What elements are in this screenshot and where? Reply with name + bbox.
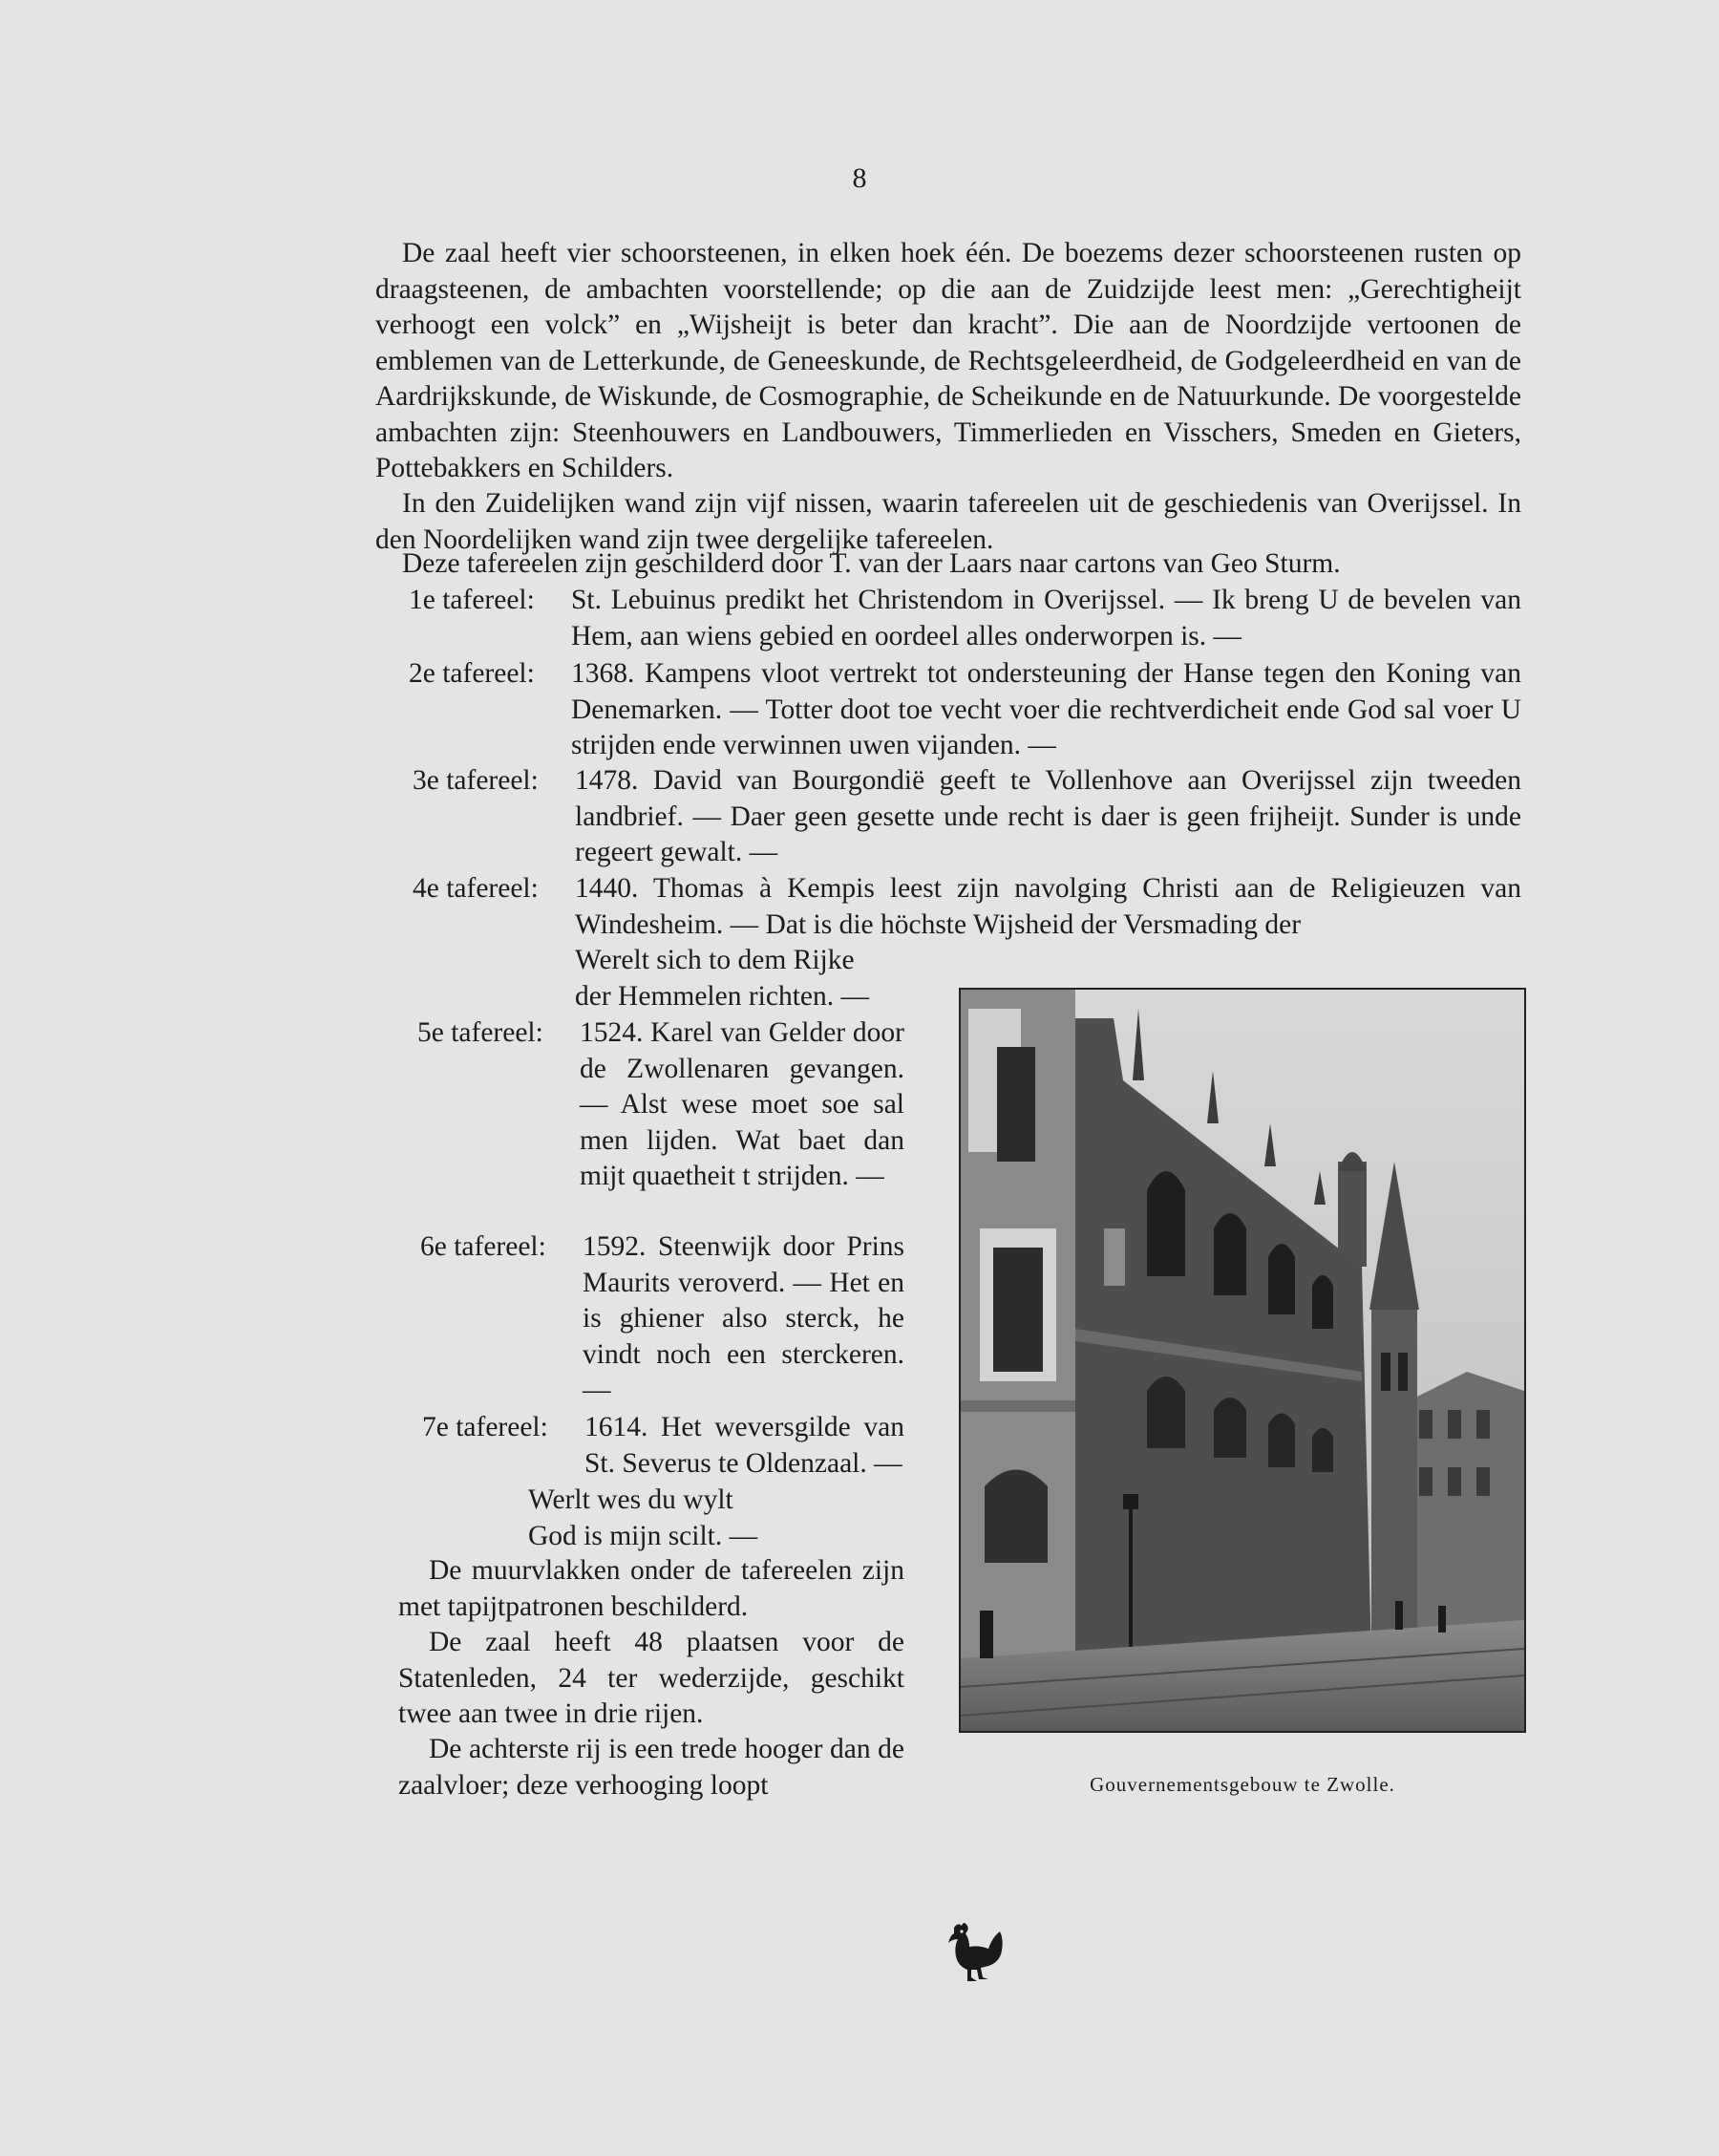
tafereel-label: 1e tafereel: bbox=[409, 585, 535, 615]
paragraph-walls: De muurvlakken onder de tafereelen zijn met tapijtpatronen beschilderd. bbox=[398, 1555, 904, 1622]
tafereel-label: 4e tafereel: bbox=[413, 873, 539, 904]
paragraph-back-row: De achterste rij is een trede hooger dan de zaalvloer; deze verhooging loopt bbox=[398, 1734, 904, 1801]
tafereel-text: St. Lebuinus predikt het Christendom in Overijssel. — Ik breng U de bevelen van Hem, aan wiens gebied en oordeel alles onderworpen is. — bbox=[571, 585, 1521, 651]
tafereel-text-line: der Hemmelen richten. — bbox=[575, 980, 869, 1012]
building-illustration bbox=[961, 990, 1524, 1731]
page-number: 8 bbox=[852, 162, 867, 194]
tafereel-label: 6e tafereel: bbox=[420, 1231, 546, 1262]
tafereel-text: 1478. David van Bourgondië geeft te Vollenhove aan Overijssel zijn tweeden landbrief. — Daer geen gesette unde recht is daer is geen frijheijt. Sunder is unde regeert gewalt. — bbox=[575, 765, 1521, 867]
motto bbox=[528, 1483, 904, 1554]
rooster-icon bbox=[941, 1918, 1008, 1985]
tafereel-text: 1524. Karel van Gelder door de Zwollenaren gevangen. — Alst wese moet soe sal men lijden. Wat baet dan mijt quaetheit t strijden. — bbox=[580, 1017, 904, 1191]
motto-line: God is mijn scilt. — bbox=[528, 1520, 758, 1551]
tafereel-label: 2e tafereel: bbox=[409, 658, 535, 689]
paragraph-painters: Deze tafereelen zijn geschilderd door T. van der Laars naar cartons van Geo Sturm. bbox=[402, 548, 1341, 579]
paragraph-seats: De zaal heeft 48 plaatsen voor de Statenleden, 24 ter wederzijde, geschikt twee aan twee in drie rijen. bbox=[398, 1627, 904, 1729]
tafereel-text-line: Werelt sich to dem Rijke bbox=[575, 945, 855, 975]
paragraph-niches: In den Zuidelijken wand zijn vijf nissen, waarin tafereelen uit de geschiedenis van Overijssel. In den Noordelijken wand zijn twee dergelijke tafereelen. bbox=[375, 488, 1521, 555]
tafereel-text: 1592. Steenwijk door Prins Maurits veroverd. — Het en is ghiener also sterck, he vindt noch een sterckeren. — bbox=[583, 1231, 904, 1405]
motto-line: Werlt wes du wylt bbox=[528, 1484, 733, 1515]
tafereel-text-line: 1440. Thomas à Kempis leest zijn navolging Christi aan de Religieuzen van Windesheim. — Dat is die höchste Wijsheid der Versmading der bbox=[575, 873, 1521, 940]
tafereel-label: 3e tafereel: bbox=[413, 765, 539, 796]
tafereel-label: 5e tafereel: bbox=[417, 1017, 543, 1048]
photo-caption: Gouvernementsgebouw te Zwolle. bbox=[1090, 1773, 1395, 1796]
tafereel-text: 1614. Het weversgilde van St. Severus te Oldenzaal. — bbox=[584, 1412, 904, 1479]
tafereel-label: 7e tafereel: bbox=[422, 1412, 548, 1442]
tafereel-text: 1368. Kampens vloot vertrekt tot ondersteuning der Hanse tegen den Koning van Denemarken. — Totter doot toe vecht voer die rechtverdicheit ende God sal voer U strijden ende verwinnen uwen vijanden. — bbox=[571, 658, 1521, 760]
paragraph-chimneys: De zaal heeft vier schoorsteenen, in elken hoek één. De boezems dezer schoorsteenen rusten op draagsteenen, de ambachten voorstellende; op die aan de Zuidzijde leest men: „Gerechtigheijt verhoogt een volck” en „Wijsheijt is beter dan kracht”. Die aan de Noordzijde vertoonen de emblemen van de Letterkunde, de Geneeskunde, de Rechtsgeleerdheid, de Godgeleerdheid en van de Aardrijkskunde, de Wiskunde, de Cosmographie, de Scheikunde en de Natuurkunde. De voorgestelde ambachten zijn: Steenhouwers en Landbouwers, Timmerlieden en Visschers, Smeden en Gieters, Pottebakkers en Schilders. bbox=[375, 238, 1521, 483]
building-photo bbox=[959, 988, 1526, 1733]
